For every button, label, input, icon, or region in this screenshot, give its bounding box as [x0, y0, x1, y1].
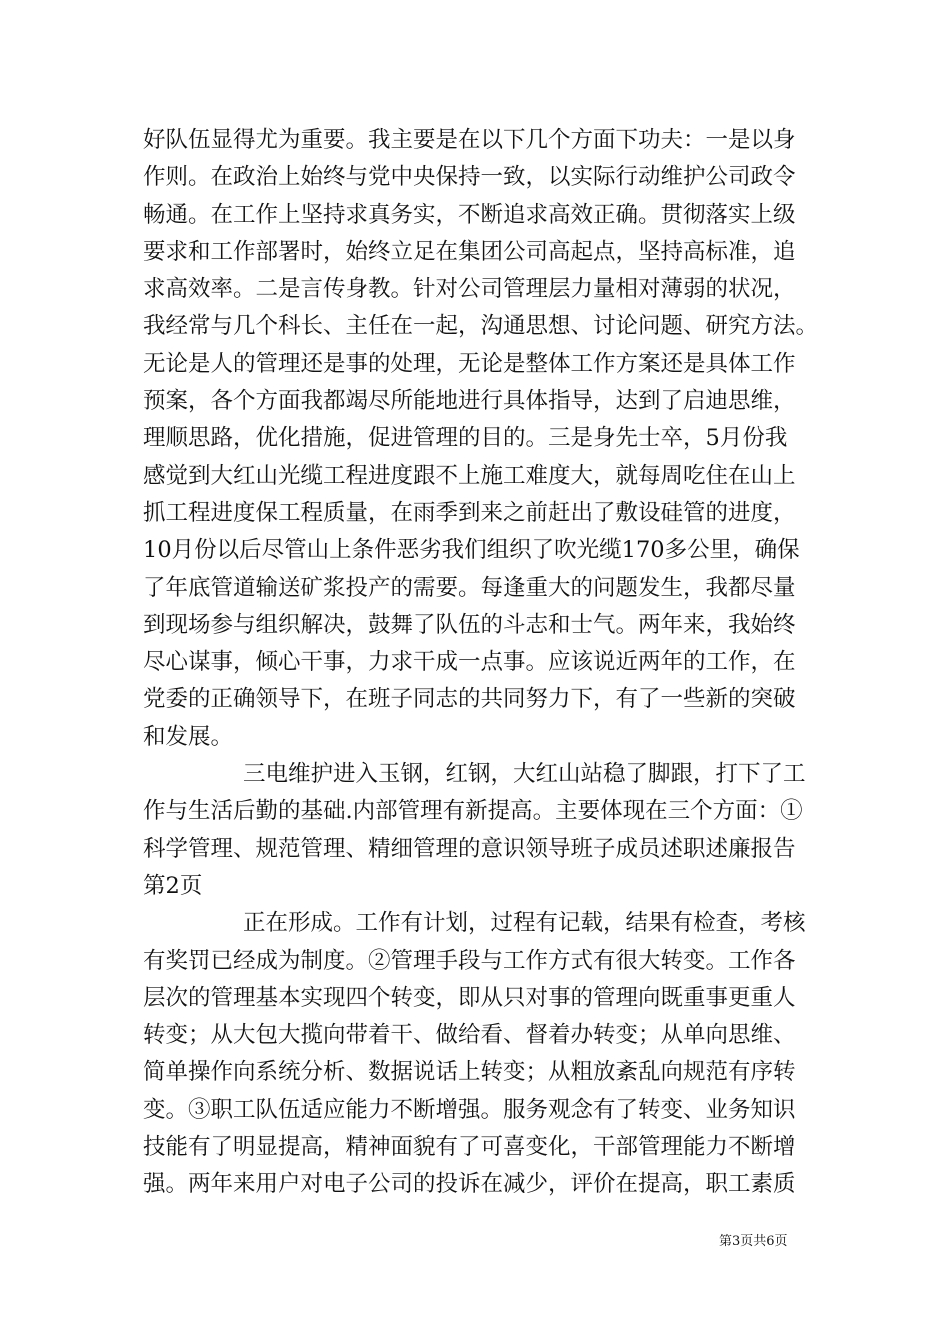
- text-line: 有奖罚已经成为制度。②管理手段与工作方式有很大转变。工作各: [143, 947, 796, 974]
- text-line: 要求和工作部署时，始终立足在集团公司高起点，坚持高标准，追: [143, 238, 796, 265]
- text-line: 尽心谋事，倾心干事，力求干成一点事。应该说近两年的工作，在: [143, 649, 796, 676]
- text-line: 强。两年来用户对电子公司的投诉在减少，评价在提高，职工素质: [143, 1171, 796, 1198]
- text-line: 到现场参与组织解决，鼓舞了队伍的斗志和士气。两年来，我始终: [143, 611, 796, 638]
- text-line: 好队伍显得尤为重要。我主要是在以下几个方面下功夫：一是以身: [143, 127, 796, 153]
- text-line: 科学管理、规范管理、精细管理的意识领导班子成员述职述廉报告: [143, 835, 796, 862]
- text-line: 层次的管理基本实现四个转变，即从只对事的管理向既重事更重人: [143, 984, 796, 1011]
- text-line: 抓工程进度保工程质量，在雨季到来之前赶出了敷设硅管的进度，: [143, 499, 796, 526]
- text-line: 求高效率。二是言传身教。针对公司管理层力量相对薄弱的状况，: [143, 276, 796, 303]
- text-line: 作则。在政治上始终与党中央保持一致，以实际行动维护公司政令: [143, 164, 796, 191]
- text-line: 变。③职工队伍适应能力不断增强。服务观念有了转变、业务知识: [143, 1096, 796, 1123]
- paragraph-start-line: 三电维护进入玉钢，红钢，大红山站稳了脚跟，打下了工: [243, 761, 806, 788]
- text-line: 畅通。在工作上坚持求真务实，不断追求高效正确。贯彻落实上级: [143, 201, 796, 228]
- text-line: 简单操作向系统分析、数据说话上转变；从粗放紊乱向规范有序转: [143, 1059, 796, 1086]
- text-line: 预案，各个方面我都竭尽所能地进行具体指导，达到了启迪思维，: [143, 388, 796, 415]
- text-line: 我经常与几个科长、主任在一起，沟通思想、讨论问题、研究方法。: [143, 313, 819, 340]
- text-line: 作与生活后勤的基础.内部管理有新提高。主要体现在三个方面：①: [143, 798, 803, 825]
- page-number-footer: 第3页共6页: [719, 1234, 788, 1249]
- text-line: 技能有了明显提高，精神面貌有了可喜变化，干部管理能力不断增: [143, 1134, 796, 1161]
- text-line: 无论是人的管理还是事的处理，无论是整体工作方案还是具体工作: [143, 350, 796, 377]
- text-line: 10月份以后尽管山上条件恶劣我们组织了吹光缆170多公里，确保: [143, 537, 800, 564]
- text-line: 第2页: [143, 872, 203, 899]
- text-line: 和发展。: [143, 723, 234, 750]
- paragraph-start-line: 正在形成。工作有计划，过程有记载，结果有检查，考核: [243, 910, 806, 937]
- body-text: [143, 122, 819, 1204]
- text-line: 了年底管道输送矿浆投产的需要。每逢重大的问题发生，我都尽量: [143, 574, 796, 601]
- text-line: 理顺思路，优化措施，促进管理的目的。三是身先士卒，5月份我: [143, 425, 788, 452]
- text-line: 党委的正确领导下，在班子同志的共同努力下，有了一些新的突破: [143, 686, 796, 713]
- text-line: 感觉到大红山光缆工程进度跟不上施工难度大，就每周吃住在山上: [143, 462, 796, 489]
- text-line: 转变；从大包大揽向带着干、做给看、督着办转变；从单向思维、: [143, 1022, 796, 1049]
